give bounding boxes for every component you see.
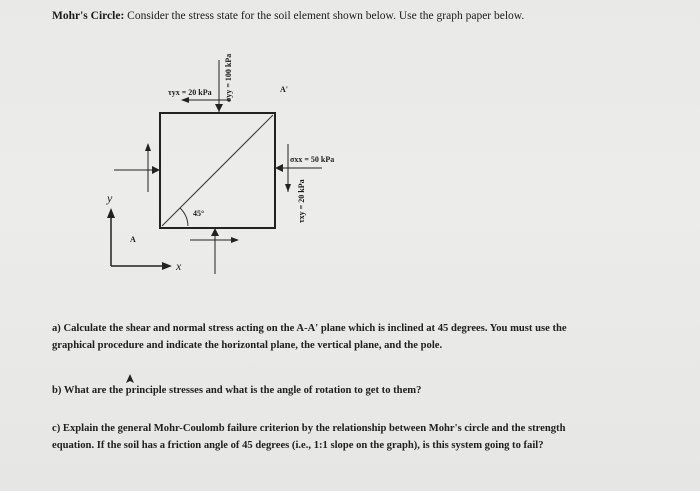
problem-heading bbox=[52, 9, 692, 23]
question-c: c) Explain the general Mohr-Coulomb failure criterion by the relationship between Mohr's circle and the strength equation. If the soil has a friction angle of 45 degrees (i.e., 1:1 slope on the graph), is this system going to fail? bbox=[52, 423, 566, 451]
point-a-prime-label: A' bbox=[280, 85, 288, 94]
y-axis-arrowhead bbox=[107, 208, 115, 218]
sigma-yy-label: σyy = 100 kPa bbox=[224, 53, 233, 102]
left-normal-arrowhead bbox=[152, 166, 160, 174]
sigma-yy-arrowhead bbox=[215, 104, 223, 112]
y-axis-label: y bbox=[107, 191, 113, 205]
question-b: b) What are the principle stresses and what is the angle of rotation to get to them? bbox=[52, 385, 422, 396]
tau-yx-label: τyx = 20 kPa bbox=[168, 88, 212, 97]
sigma-xx-label: σxx = 50 kPa bbox=[290, 155, 335, 164]
left-shear-arrowhead bbox=[145, 143, 151, 151]
point-a-label: A bbox=[130, 235, 136, 244]
problem-instruction: Consider the stress state for the soil element shown below. Use the graph paper below. bbox=[127, 10, 525, 22]
question-a: a) Calculate the shear and normal stress acting on the A-A' plane which is inclined at 45 degrees. You must use the graphical procedure and indicate the horizontal plane, the vertical plane, and the pole. bbox=[52, 323, 567, 351]
x-axis-arrowhead bbox=[162, 262, 172, 270]
tau-yx-arrowhead bbox=[181, 97, 189, 103]
plane-a-a-prime bbox=[162, 115, 273, 226]
angle-label: 45° bbox=[193, 209, 205, 218]
bottom-normal-arrowhead bbox=[211, 228, 219, 236]
tau-xy-label: τxy = 20 kPa bbox=[297, 179, 306, 223]
angle-arc bbox=[180, 208, 188, 226]
sigma-xx-arrowhead bbox=[275, 164, 283, 172]
tau-xy-arrowhead bbox=[285, 184, 291, 192]
x-axis-label: x bbox=[176, 259, 182, 273]
bottom-shear-arrowhead bbox=[231, 237, 239, 243]
soil-element-diagram bbox=[90, 40, 370, 280]
problem-title: Mohr's Circle: bbox=[52, 10, 125, 22]
